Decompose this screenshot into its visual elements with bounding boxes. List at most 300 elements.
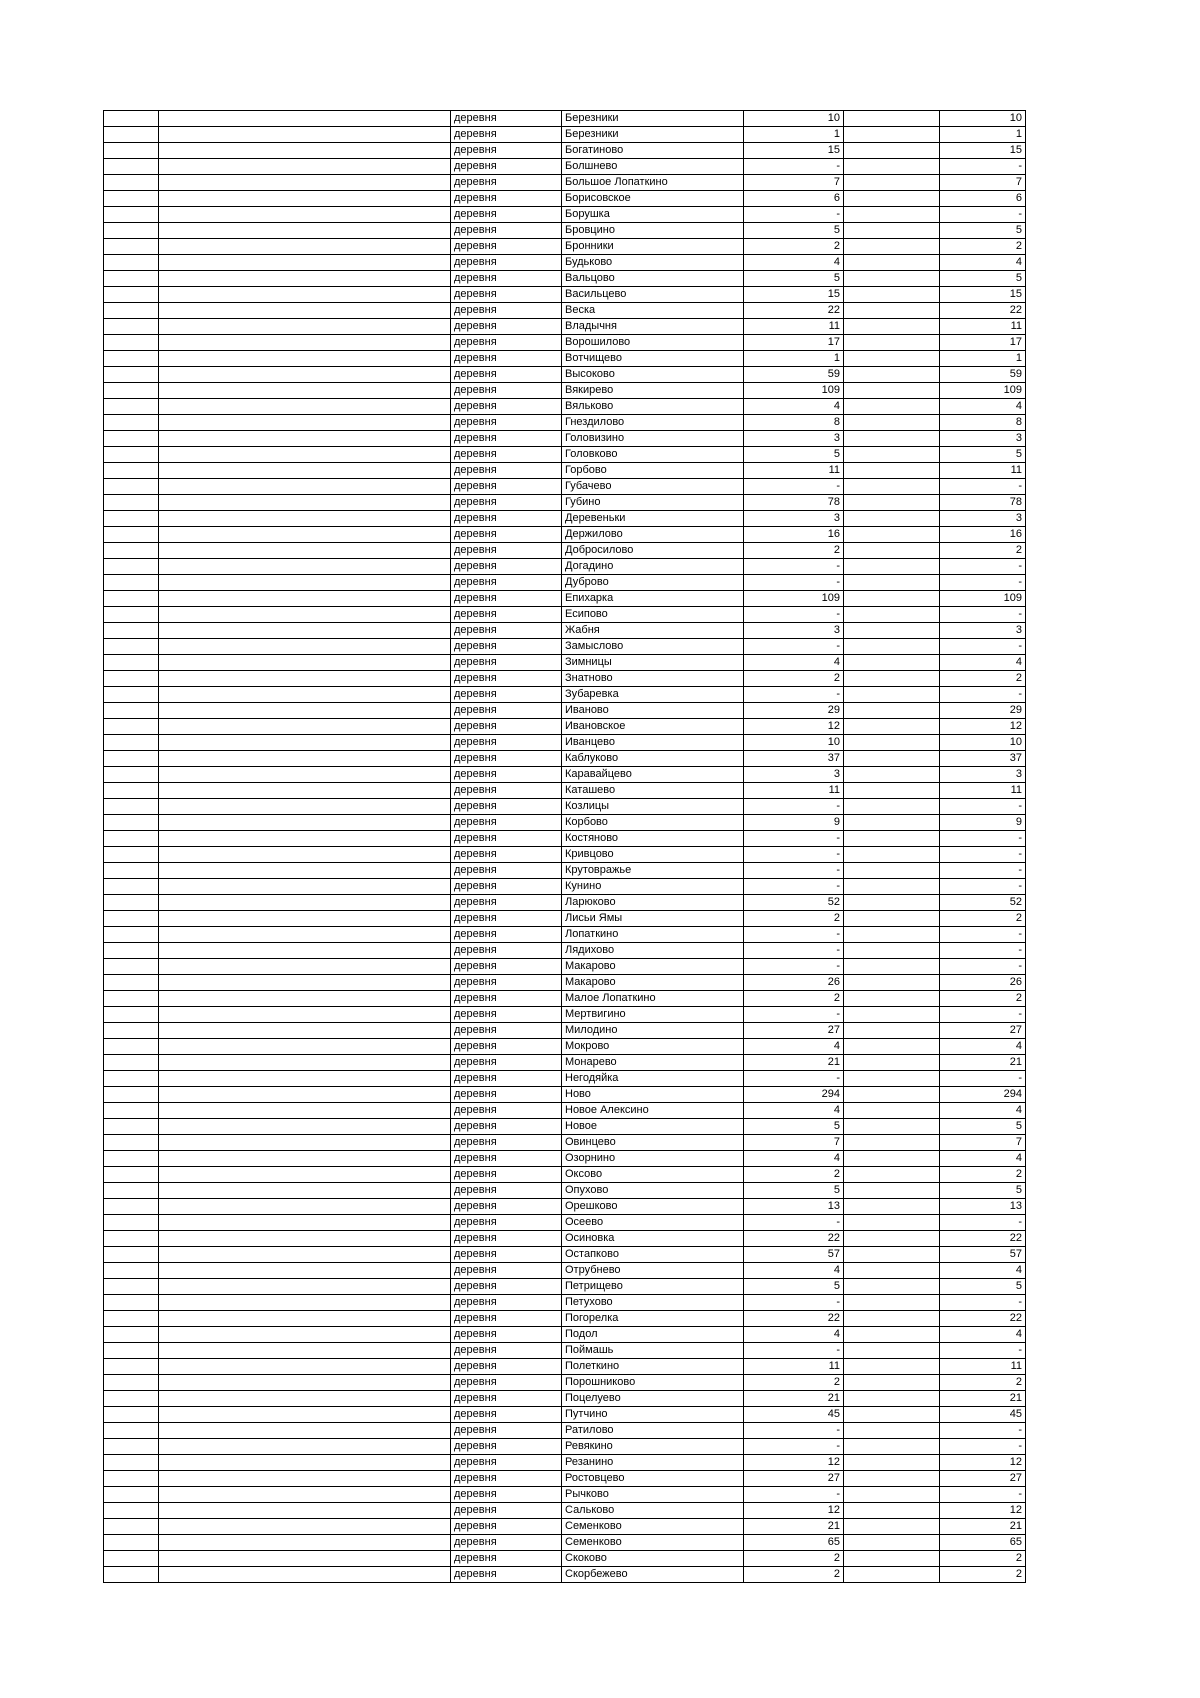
value-2-cell: -: [940, 479, 1026, 495]
table-row: [104, 943, 1026, 959]
empty-cell-a: [104, 415, 159, 431]
empty-cell-b: [159, 367, 451, 383]
settlement-name-cell: Высоково: [562, 367, 744, 383]
empty-cell-a: [104, 959, 159, 975]
value-1-cell: -: [744, 639, 844, 655]
empty-cell-b: [159, 1119, 451, 1135]
value-2-cell: 4: [940, 255, 1026, 271]
value-1-cell: -: [744, 207, 844, 223]
empty-cell-b: [159, 207, 451, 223]
settlement-name-cell: Монарево: [562, 1055, 744, 1071]
value-2-cell: 65: [940, 1535, 1026, 1551]
settlement-type-cell: деревня: [451, 1151, 562, 1167]
settlement-type-cell: деревня: [451, 591, 562, 607]
empty-cell-b: [159, 223, 451, 239]
empty-cell-b: [159, 1423, 451, 1439]
empty-cell-a: [104, 399, 159, 415]
empty-cell-a: [104, 1391, 159, 1407]
empty-cell-c: [844, 1567, 940, 1583]
table-body: [104, 111, 1026, 1583]
settlement-name-cell: Сальково: [562, 1503, 744, 1519]
empty-cell-a: [104, 191, 159, 207]
empty-cell-b: [159, 943, 451, 959]
value-1-cell: 78: [744, 495, 844, 511]
settlement-type-cell: деревня: [451, 479, 562, 495]
empty-cell-a: [104, 847, 159, 863]
table-row: [104, 1167, 1026, 1183]
empty-cell-a: [104, 1135, 159, 1151]
empty-cell-b: [159, 1087, 451, 1103]
settlement-type-cell: деревня: [451, 367, 562, 383]
settlement-type-cell: деревня: [451, 575, 562, 591]
empty-cell-a: [104, 1039, 159, 1055]
value-2-cell: 6: [940, 191, 1026, 207]
value-2-cell: -: [940, 1295, 1026, 1311]
value-2-cell: 17: [940, 335, 1026, 351]
table-row: [104, 1327, 1026, 1343]
empty-cell-c: [844, 1167, 940, 1183]
settlement-name-cell: Гнездилово: [562, 415, 744, 431]
value-2-cell: 12: [940, 1455, 1026, 1471]
value-2-cell: -: [940, 943, 1026, 959]
empty-cell-a: [104, 1487, 159, 1503]
empty-cell-a: [104, 703, 159, 719]
empty-cell-b: [159, 431, 451, 447]
settlement-type-cell: деревня: [451, 1055, 562, 1071]
empty-cell-a: [104, 671, 159, 687]
settlement-type-cell: деревня: [451, 911, 562, 927]
settlement-name-cell: Вотчищево: [562, 351, 744, 367]
table-row: [104, 239, 1026, 255]
settlement-name-cell: Есипово: [562, 607, 744, 623]
value-1-cell: 4: [744, 399, 844, 415]
settlement-name-cell: Губино: [562, 495, 744, 511]
value-1-cell: 2: [744, 543, 844, 559]
table-row: [104, 1007, 1026, 1023]
settlement-type-cell: деревня: [451, 735, 562, 751]
empty-cell-c: [844, 1487, 940, 1503]
table-row: [104, 1023, 1026, 1039]
settlement-type-cell: деревня: [451, 1071, 562, 1087]
empty-cell-a: [104, 607, 159, 623]
empty-cell-a: [104, 655, 159, 671]
empty-cell-c: [844, 543, 940, 559]
empty-cell-a: [104, 719, 159, 735]
table-row: [104, 415, 1026, 431]
table-row: [104, 959, 1026, 975]
value-2-cell: 2: [940, 239, 1026, 255]
empty-cell-b: [159, 559, 451, 575]
empty-cell-c: [844, 639, 940, 655]
value-1-cell: 11: [744, 463, 844, 479]
settlement-type-cell: деревня: [451, 1231, 562, 1247]
table-row: [104, 1471, 1026, 1487]
empty-cell-a: [104, 463, 159, 479]
empty-cell-c: [844, 111, 940, 127]
settlement-name-cell: Опухово: [562, 1183, 744, 1199]
table-row: [104, 767, 1026, 783]
settlement-type-cell: деревня: [451, 1423, 562, 1439]
table-row: [104, 1391, 1026, 1407]
table-row: [104, 1359, 1026, 1375]
settlement-name-cell: Ростовцево: [562, 1471, 744, 1487]
settlement-name-cell: Губачево: [562, 479, 744, 495]
table-row: [104, 975, 1026, 991]
empty-cell-c: [844, 1247, 940, 1263]
empty-cell-b: [159, 1039, 451, 1055]
settlement-type-cell: деревня: [451, 863, 562, 879]
table-row: [104, 1119, 1026, 1135]
value-1-cell: 109: [744, 383, 844, 399]
empty-cell-a: [104, 943, 159, 959]
settlement-name-cell: Борисовское: [562, 191, 744, 207]
table-row: [104, 655, 1026, 671]
settlement-name-cell: Деревеньки: [562, 511, 744, 527]
settlement-type-cell: деревня: [451, 783, 562, 799]
table-row: [104, 1311, 1026, 1327]
empty-cell-a: [104, 1103, 159, 1119]
value-2-cell: -: [940, 687, 1026, 703]
value-1-cell: -: [744, 799, 844, 815]
empty-cell-c: [844, 607, 940, 623]
empty-cell-a: [104, 271, 159, 287]
empty-cell-c: [844, 495, 940, 511]
empty-cell-b: [159, 1279, 451, 1295]
value-1-cell: -: [744, 1071, 844, 1087]
empty-cell-b: [159, 831, 451, 847]
value-2-cell: -: [940, 1343, 1026, 1359]
value-2-cell: 29: [940, 703, 1026, 719]
settlement-type-cell: деревня: [451, 303, 562, 319]
empty-cell-c: [844, 463, 940, 479]
empty-cell-a: [104, 223, 159, 239]
empty-cell-c: [844, 1103, 940, 1119]
value-2-cell: -: [940, 159, 1026, 175]
value-1-cell: 5: [744, 223, 844, 239]
empty-cell-c: [844, 1551, 940, 1567]
settlement-type-cell: деревня: [451, 1519, 562, 1535]
value-2-cell: -: [940, 575, 1026, 591]
empty-cell-a: [104, 319, 159, 335]
empty-cell-b: [159, 527, 451, 543]
table-row: [104, 1071, 1026, 1087]
empty-cell-c: [844, 383, 940, 399]
settlement-type-cell: деревня: [451, 415, 562, 431]
value-2-cell: 21: [940, 1055, 1026, 1071]
empty-cell-c: [844, 479, 940, 495]
empty-cell-b: [159, 1375, 451, 1391]
settlement-type-cell: деревня: [451, 815, 562, 831]
value-1-cell: 22: [744, 1231, 844, 1247]
value-2-cell: -: [940, 847, 1026, 863]
empty-cell-a: [104, 1167, 159, 1183]
settlement-name-cell: Зубаревка: [562, 687, 744, 703]
settlement-name-cell: Порошниково: [562, 1375, 744, 1391]
settlement-type-cell: деревня: [451, 191, 562, 207]
empty-cell-c: [844, 751, 940, 767]
table-row: [104, 719, 1026, 735]
value-2-cell: 5: [940, 271, 1026, 287]
empty-cell-b: [159, 623, 451, 639]
value-2-cell: 4: [940, 1327, 1026, 1343]
value-2-cell: 4: [940, 1263, 1026, 1279]
empty-cell-c: [844, 1071, 940, 1087]
empty-cell-c: [844, 367, 940, 383]
empty-cell-c: [844, 991, 940, 1007]
empty-cell-c: [844, 703, 940, 719]
value-1-cell: 22: [744, 1311, 844, 1327]
value-1-cell: 21: [744, 1055, 844, 1071]
empty-cell-b: [159, 783, 451, 799]
settlement-name-cell: Овинцево: [562, 1135, 744, 1151]
value-1-cell: 27: [744, 1023, 844, 1039]
empty-cell-b: [159, 703, 451, 719]
settlement-name-cell: Борушка: [562, 207, 744, 223]
settlement-name-cell: Малое Лопаткино: [562, 991, 744, 1007]
empty-cell-b: [159, 991, 451, 1007]
empty-cell-b: [159, 287, 451, 303]
empty-cell-a: [104, 1295, 159, 1311]
empty-cell-a: [104, 751, 159, 767]
empty-cell-b: [159, 591, 451, 607]
settlement-name-cell: Мокрово: [562, 1039, 744, 1055]
table-row: [104, 799, 1026, 815]
settlement-type-cell: деревня: [451, 1087, 562, 1103]
table-row: [104, 575, 1026, 591]
empty-cell-a: [104, 687, 159, 703]
empty-cell-a: [104, 1359, 159, 1375]
empty-cell-a: [104, 1471, 159, 1487]
settlement-name-cell: Ревякино: [562, 1439, 744, 1455]
value-1-cell: 4: [744, 1039, 844, 1055]
value-2-cell: 4: [940, 655, 1026, 671]
settlement-type-cell: деревня: [451, 895, 562, 911]
settlement-name-cell: Осиновка: [562, 1231, 744, 1247]
settlement-name-cell: Иванцево: [562, 735, 744, 751]
empty-cell-a: [104, 335, 159, 351]
table-row: [104, 783, 1026, 799]
settlement-type-cell: деревня: [451, 1023, 562, 1039]
empty-cell-b: [159, 543, 451, 559]
value-1-cell: 12: [744, 719, 844, 735]
value-2-cell: -: [940, 863, 1026, 879]
settlement-name-cell: Скорбежево: [562, 1567, 744, 1583]
empty-cell-b: [159, 1311, 451, 1327]
empty-cell-b: [159, 1391, 451, 1407]
empty-cell-b: [159, 927, 451, 943]
value-2-cell: 5: [940, 1183, 1026, 1199]
value-2-cell: 5: [940, 1279, 1026, 1295]
value-1-cell: 7: [744, 1135, 844, 1151]
settlement-type-cell: деревня: [451, 1455, 562, 1471]
empty-cell-c: [844, 799, 940, 815]
settlement-name-cell: Погорелка: [562, 1311, 744, 1327]
empty-cell-a: [104, 511, 159, 527]
settlement-name-cell: Епихарка: [562, 591, 744, 607]
empty-cell-a: [104, 143, 159, 159]
empty-cell-a: [104, 1247, 159, 1263]
settlements-table: [103, 110, 1026, 1583]
empty-cell-a: [104, 1567, 159, 1583]
value-1-cell: 2: [744, 239, 844, 255]
empty-cell-c: [844, 1215, 940, 1231]
empty-cell-b: [159, 1007, 451, 1023]
table-row: [104, 687, 1026, 703]
empty-cell-c: [844, 1055, 940, 1071]
settlement-type-cell: деревня: [451, 527, 562, 543]
value-1-cell: -: [744, 479, 844, 495]
settlement-type-cell: деревня: [451, 943, 562, 959]
settlement-type-cell: деревня: [451, 207, 562, 223]
settlement-name-cell: Негодяйка: [562, 1071, 744, 1087]
value-2-cell: -: [940, 1487, 1026, 1503]
table-row: [104, 1375, 1026, 1391]
empty-cell-a: [104, 1423, 159, 1439]
table-row: [104, 175, 1026, 191]
value-2-cell: 16: [940, 527, 1026, 543]
table-row: [104, 207, 1026, 223]
settlement-type-cell: деревня: [451, 831, 562, 847]
value-2-cell: -: [940, 639, 1026, 655]
settlement-name-cell: Вякирево: [562, 383, 744, 399]
empty-cell-c: [844, 1519, 940, 1535]
table-row: [104, 527, 1026, 543]
empty-cell-a: [104, 543, 159, 559]
settlement-type-cell: деревня: [451, 383, 562, 399]
table-row: [104, 1567, 1026, 1583]
empty-cell-a: [104, 1263, 159, 1279]
empty-cell-a: [104, 1343, 159, 1359]
empty-cell-a: [104, 831, 159, 847]
empty-cell-a: [104, 1055, 159, 1071]
empty-cell-c: [844, 255, 940, 271]
empty-cell-a: [104, 495, 159, 511]
settlement-name-cell: Березники: [562, 111, 744, 127]
empty-cell-b: [159, 1167, 451, 1183]
empty-cell-c: [844, 959, 940, 975]
empty-cell-b: [159, 1471, 451, 1487]
settlement-type-cell: деревня: [451, 1263, 562, 1279]
table-row: [104, 223, 1026, 239]
empty-cell-a: [104, 1119, 159, 1135]
value-1-cell: 2: [744, 991, 844, 1007]
value-2-cell: 7: [940, 1135, 1026, 1151]
settlement-type-cell: деревня: [451, 655, 562, 671]
settlement-name-cell: Горбово: [562, 463, 744, 479]
settlement-type-cell: деревня: [451, 719, 562, 735]
table-row: [104, 815, 1026, 831]
empty-cell-c: [844, 191, 940, 207]
value-1-cell: 2: [744, 1375, 844, 1391]
value-1-cell: 5: [744, 1183, 844, 1199]
table-row: [104, 751, 1026, 767]
empty-cell-a: [104, 639, 159, 655]
empty-cell-c: [844, 399, 940, 415]
table-row: [104, 1087, 1026, 1103]
settlement-type-cell: деревня: [451, 751, 562, 767]
table-row: [104, 1407, 1026, 1423]
settlement-name-cell: Корбово: [562, 815, 744, 831]
settlement-name-cell: Крутовражье: [562, 863, 744, 879]
table-row: [104, 1151, 1026, 1167]
empty-cell-a: [104, 527, 159, 543]
empty-cell-c: [844, 143, 940, 159]
empty-cell-b: [159, 1487, 451, 1503]
value-1-cell: 11: [744, 319, 844, 335]
settlement-type-cell: деревня: [451, 1103, 562, 1119]
empty-cell-a: [104, 735, 159, 751]
value-2-cell: 4: [940, 399, 1026, 415]
empty-cell-b: [159, 319, 451, 335]
value-1-cell: -: [744, 1215, 844, 1231]
settlement-name-cell: Ларюково: [562, 895, 744, 911]
empty-cell-a: [104, 111, 159, 127]
settlement-name-cell: Подол: [562, 1327, 744, 1343]
empty-cell-c: [844, 719, 940, 735]
empty-cell-c: [844, 1343, 940, 1359]
table-row: [104, 1135, 1026, 1151]
empty-cell-b: [159, 127, 451, 143]
value-2-cell: 11: [940, 783, 1026, 799]
settlement-name-cell: Остапково: [562, 1247, 744, 1263]
value-2-cell: 2: [940, 1167, 1026, 1183]
settlement-name-cell: Замыслово: [562, 639, 744, 655]
empty-cell-a: [104, 1007, 159, 1023]
settlement-type-cell: деревня: [451, 1279, 562, 1295]
empty-cell-a: [104, 1439, 159, 1455]
empty-cell-b: [159, 879, 451, 895]
settlement-name-cell: Полеткино: [562, 1359, 744, 1375]
empty-cell-c: [844, 1439, 940, 1455]
settlement-type-cell: деревня: [451, 559, 562, 575]
empty-cell-c: [844, 831, 940, 847]
value-2-cell: -: [940, 1439, 1026, 1455]
empty-cell-a: [104, 1375, 159, 1391]
empty-cell-c: [844, 1327, 940, 1343]
table-row: [104, 1263, 1026, 1279]
empty-cell-a: [104, 1071, 159, 1087]
empty-cell-a: [104, 383, 159, 399]
value-2-cell: -: [940, 927, 1026, 943]
settlement-name-cell: Иваново: [562, 703, 744, 719]
settlement-type-cell: деревня: [451, 351, 562, 367]
table-row: [104, 639, 1026, 655]
value-1-cell: 8: [744, 415, 844, 431]
settlement-name-cell: Каравайцево: [562, 767, 744, 783]
settlement-name-cell: Новое Алексино: [562, 1103, 744, 1119]
value-1-cell: 4: [744, 1103, 844, 1119]
empty-cell-c: [844, 239, 940, 255]
settlement-type-cell: деревня: [451, 543, 562, 559]
value-1-cell: 6: [744, 191, 844, 207]
empty-cell-c: [844, 1151, 940, 1167]
empty-cell-b: [159, 303, 451, 319]
value-2-cell: 37: [940, 751, 1026, 767]
value-2-cell: -: [940, 831, 1026, 847]
value-2-cell: 3: [940, 431, 1026, 447]
table-row: [104, 1247, 1026, 1263]
empty-cell-c: [844, 847, 940, 863]
value-1-cell: -: [744, 863, 844, 879]
empty-cell-a: [104, 1215, 159, 1231]
empty-cell-b: [159, 1199, 451, 1215]
settlement-name-cell: Мертвигино: [562, 1007, 744, 1023]
table-row: [104, 1295, 1026, 1311]
settlement-name-cell: Ивановское: [562, 719, 744, 735]
empty-cell-b: [159, 1215, 451, 1231]
empty-cell-b: [159, 1343, 451, 1359]
settlement-type-cell: деревня: [451, 1567, 562, 1583]
